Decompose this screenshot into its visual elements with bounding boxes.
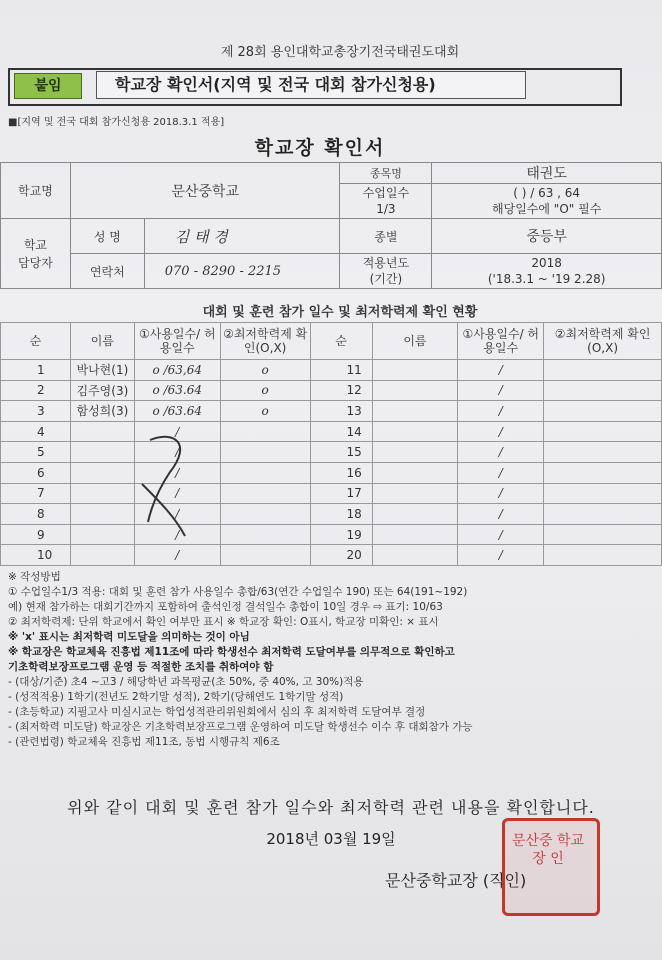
manager-label-line1: 학교 — [23, 237, 48, 252]
instruction-line: - (최저학력 미도달) 학교장은 기초학력보장프로그램 운영하여 미도달 학생선수 이수 후 대회참가 가능 — [8, 721, 473, 733]
days-label-line2: 1/3 — [376, 202, 396, 216]
row-name-right — [372, 401, 458, 422]
manager-label — [1, 219, 71, 289]
row-name-right — [372, 421, 458, 442]
row-grade — [220, 483, 310, 504]
row-no-right: 15 — [310, 442, 372, 463]
row-name: 함성희(3) — [70, 401, 134, 422]
row-grade — [220, 442, 310, 463]
row-grade-right — [544, 462, 662, 483]
principal-signature: 문산중학교장 (직인) — [385, 871, 527, 890]
row-days: / — [134, 442, 220, 463]
row-name — [70, 504, 134, 525]
row-name-right — [372, 545, 458, 566]
col-days-right: ①사용일수/ 허용일수 — [458, 323, 544, 360]
row-no-right: 18 — [310, 504, 372, 525]
row-days-right: / — [458, 401, 544, 422]
participation-table — [0, 322, 662, 566]
row-days: / — [134, 545, 220, 566]
row-grade-right — [544, 421, 662, 442]
days-cell — [432, 184, 662, 219]
handwritten-strike-mark — [130, 432, 200, 542]
section-title: 대회 및 훈련 참가 일수 및 최저학력제 확인 현황 — [202, 305, 478, 320]
days-value: ( ) / 63 , 64 — [513, 186, 581, 200]
row-days: / — [134, 462, 220, 483]
row-days-right: / — [458, 483, 544, 504]
row-name-right — [372, 483, 458, 504]
row-days-right: / — [458, 442, 544, 463]
table-row — [1, 442, 662, 463]
instruction-line: ※ 학교장은 학교체육 진흥법 제11조에 따라 학생선수 최저학력 도달여부를 의무적으로 확인하고 — [8, 646, 455, 658]
manager-label-line2: 담당자 — [18, 255, 53, 270]
school-label: 학교명 — [1, 163, 71, 219]
row-name — [70, 524, 134, 545]
row-days: / — [134, 504, 220, 525]
table-row — [1, 545, 662, 566]
row-name-right — [372, 462, 458, 483]
col-min-grade-right: ②최저학력제 확인(O,X) — [544, 323, 662, 360]
table-row — [1, 524, 662, 545]
row-name — [70, 462, 134, 483]
form-note: ■[지역 및 전국 대회 참가신청용 2018.3.1 적용] — [8, 117, 225, 128]
table-row — [1, 483, 662, 504]
table-row — [1, 401, 662, 422]
instruction-line: - (초등학교) 지필고사 미실시교는 학업성적관리위원회에서 심의 후 최저학력 도달여부 결정 — [8, 706, 426, 718]
confirmation-statement: 위와 같이 대회 및 훈련 참가 일수와 최저학력 관련 내용을 확인합니다. — [67, 798, 595, 817]
row-grade — [220, 421, 310, 442]
row-grade — [220, 462, 310, 483]
row-no: 2 — [1, 380, 71, 401]
col-no: 순 — [1, 323, 71, 360]
row-days: o /63,64 — [134, 360, 220, 381]
table-row — [1, 360, 662, 381]
row-grade-right — [544, 401, 662, 422]
row-no: 10 — [1, 545, 71, 566]
row-days-right: / — [458, 421, 544, 442]
row-no: 1 — [1, 360, 71, 381]
seal-text: 문산중 학교장 인 — [511, 833, 585, 867]
row-name-right — [372, 360, 458, 381]
year-cell — [432, 254, 662, 289]
document-title: 학교장 확인서 — [254, 137, 386, 159]
row-name: 박나현(1) — [70, 360, 134, 381]
col-no-right: 순 — [310, 323, 372, 360]
row-no: 4 — [1, 421, 71, 442]
table-row — [1, 462, 662, 483]
row-no: 3 — [1, 401, 71, 422]
year-label — [340, 254, 432, 289]
division-value: 중등부 — [432, 219, 662, 254]
sport-value: 태권도 — [432, 163, 662, 184]
row-no-right: 17 — [310, 483, 372, 504]
instruction-line: ① 수업일수1/3 적용: 대회 및 훈련 참가 사용일수 총합/63(연간 수업일수 190) 또는 64(191~192) — [8, 586, 468, 598]
contact-label: 연락처 — [70, 254, 144, 289]
days-label — [340, 184, 432, 219]
row-grade-right — [544, 360, 662, 381]
row-grade-right — [544, 380, 662, 401]
table-row — [1, 380, 662, 401]
instruction-line: ※ 'x' 표시는 최저학력 미도달을 의미하는 것이 아님 — [8, 631, 250, 643]
row-name: 김주영(3) — [70, 380, 134, 401]
row-grade-right — [544, 442, 662, 463]
year-value: 2018 — [531, 256, 562, 270]
division-label: 종별 — [340, 219, 432, 254]
instruction-line: - (성적적용) 1학기(전년도 2학기말 성적), 2학기(당해연도 1학기말 성적) — [8, 691, 344, 703]
row-name — [70, 545, 134, 566]
row-no: 9 — [1, 524, 71, 545]
sport-label: 종목명 — [340, 163, 432, 184]
row-days-right: / — [458, 360, 544, 381]
row-name — [70, 421, 134, 442]
row-days-right: / — [458, 504, 544, 525]
instruction-line: 예) 현재 참가하는 대회기간까지 포함하여 출석인정 결석일수 총합이 10일 경우 ⇨ 표기: 10/63 — [8, 601, 443, 613]
row-no: 7 — [1, 483, 71, 504]
event-title: 제 28회 용인대학교총장기전국태권도대회 — [220, 45, 460, 60]
row-days: / — [134, 483, 220, 504]
row-name-right — [372, 524, 458, 545]
row-no: 5 — [1, 442, 71, 463]
row-grade-right — [544, 524, 662, 545]
confirmation-date: 2018년 03월 19일 — [266, 830, 396, 848]
row-days-right: / — [458, 380, 544, 401]
school-name: 문산중학교 — [70, 163, 340, 219]
row-no-right: 11 — [310, 360, 372, 381]
instruction-line: - (관련법령) 학교체육 진흥법 제11조, 동법 시행규칙 제6조 — [8, 736, 280, 748]
table-row — [1, 504, 662, 525]
row-days: o /63.64 — [134, 401, 220, 422]
year-label-line2: (기간) — [369, 272, 403, 286]
row-no-right: 13 — [310, 401, 372, 422]
row-no-right: 19 — [310, 524, 372, 545]
row-grade-right — [544, 545, 662, 566]
row-no-right: 16 — [310, 462, 372, 483]
row-name — [70, 442, 134, 463]
row-days: o /63.64 — [134, 380, 220, 401]
col-days: ①사용일수/ 허용일수 — [134, 323, 220, 360]
row-grade: o — [220, 401, 310, 422]
row-name-right — [372, 504, 458, 525]
row-name-right — [372, 442, 458, 463]
row-no: 8 — [1, 504, 71, 525]
row-name — [70, 483, 134, 504]
row-no-right: 14 — [310, 421, 372, 442]
row-grade — [220, 524, 310, 545]
period-value: ('18.3.1 ~ '19 2.28) — [487, 272, 606, 286]
row-days: / — [134, 524, 220, 545]
row-grade: o — [220, 380, 310, 401]
col-name: 이름 — [70, 323, 134, 360]
manager-name: 김 태 경 — [144, 219, 340, 254]
row-days: / — [134, 421, 220, 442]
row-no-right: 12 — [310, 380, 372, 401]
row-grade-right — [544, 483, 662, 504]
info-table — [0, 162, 662, 289]
row-grade: o — [220, 360, 310, 381]
col-min-grade: ②최저학력제 확인(O,X) — [220, 323, 310, 360]
days-label-line1: 수업일수 — [362, 186, 410, 200]
year-label-line1: 적용년도 — [362, 256, 410, 270]
row-days-right: / — [458, 545, 544, 566]
row-no: 6 — [1, 462, 71, 483]
row-name-right — [372, 380, 458, 401]
table-row — [1, 421, 662, 442]
writing-instructions — [8, 570, 658, 750]
instruction-line: ※ 작성방법 — [8, 571, 61, 583]
attachment-tag: 붙임 — [14, 73, 82, 99]
contact-value: 070 - 8290 - 2215 — [144, 254, 340, 289]
row-days-right: / — [458, 462, 544, 483]
row-no-right: 20 — [310, 545, 372, 566]
row-grade-right — [544, 504, 662, 525]
days-note: 해당일수에 "O" 필수 — [492, 202, 602, 216]
row-days-right: / — [458, 524, 544, 545]
col-name-right: 이름 — [372, 323, 458, 360]
row-grade — [220, 504, 310, 525]
name-label: 성 명 — [70, 219, 144, 254]
row-grade — [220, 545, 310, 566]
attachment-title: 학교장 확인서(지역 및 전국 대회 참가신청용) — [96, 71, 526, 99]
instruction-line: ② 최저학력제: 단위 학교에서 확인 여부만 표시 ※ 학교장 확인: O표시, 학교장 미확인: × 표시 — [8, 616, 439, 628]
instruction-line: 기초학력보장프로그램 운영 등 적절한 조치를 취하여야 함 — [8, 661, 274, 673]
instruction-line: - (대상/기준) 초4 ~고3 / 해당학년 과목평균(초 50%, 중 40%, 고 30%)적용 — [8, 676, 364, 688]
